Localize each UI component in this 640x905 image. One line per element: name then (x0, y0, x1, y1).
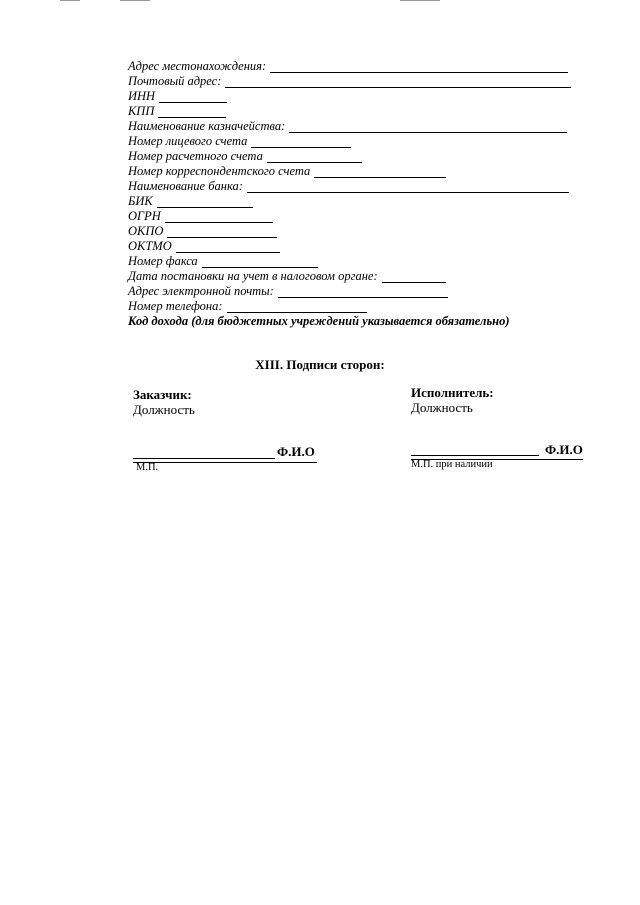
fill-line (382, 272, 446, 283)
field-inn (128, 89, 227, 103)
fill-line (314, 167, 446, 178)
field-label: Номер факса (128, 254, 198, 268)
field-ogrn (128, 209, 273, 223)
contractor-role: Исполнитель: (411, 385, 494, 400)
customer-role: Заказчик: (133, 387, 192, 402)
fill-line (247, 182, 569, 193)
field-label: Адрес местонахождения: (128, 59, 267, 73)
field-location-address (128, 59, 568, 73)
contractor-stamp: М.П. при наличии (411, 459, 493, 470)
fill-line (267, 152, 362, 163)
section-title: XIII. Подписи сторон: (255, 357, 385, 372)
fill-line (270, 62, 568, 73)
field-label: Код дохода (для бюджетных учреждений указывается обязательно) (128, 314, 510, 328)
field-label: ОКПО (128, 224, 164, 238)
field-label: Номер телефона: (128, 299, 223, 313)
field-label: ИНН (128, 89, 156, 103)
field-fax (128, 254, 318, 268)
customer-stamp: М.П. (136, 462, 159, 473)
field-treasury-name (128, 119, 567, 133)
fill-line (176, 242, 280, 253)
field-bank-name (128, 179, 569, 193)
customer-stamp-rule (133, 462, 317, 463)
field-email (128, 284, 448, 298)
customer-signature-line (133, 458, 275, 459)
field-label: ОКТМО (128, 239, 172, 253)
field-label: Адрес электронной почты: (128, 284, 274, 298)
field-label: Номер корреспондентского счета (128, 164, 311, 178)
field-label: Дата постановки на учет в налоговом органе: (128, 269, 378, 283)
field-label: Наименование казначейства: (128, 119, 286, 133)
fill-line (165, 212, 273, 223)
contractor-block (411, 385, 494, 415)
customer-fio: Ф.И.О (277, 444, 315, 459)
field-label: БИК (128, 194, 153, 208)
scan-edge-marks (0, 0, 640, 2)
field-label: Наименование банка: (128, 179, 243, 193)
field-okpo (128, 224, 277, 238)
fill-line (225, 77, 571, 88)
fill-line (202, 257, 318, 268)
fill-line (227, 302, 367, 313)
field-label: ОГРН (128, 209, 161, 223)
field-oktmo (128, 239, 280, 253)
field-kpp (128, 104, 226, 118)
customer-block (133, 387, 195, 417)
field-label: Номер расчетного счета (128, 149, 263, 163)
fill-line (157, 197, 253, 208)
field-correspondent-account (128, 164, 446, 178)
field-settlement-account (128, 149, 362, 163)
contractor-fio: Ф.И.О (545, 442, 583, 457)
fill-line (158, 107, 226, 118)
field-label: Номер лицевого счета (128, 134, 248, 148)
fill-line (167, 227, 277, 238)
customer-position: Должность (133, 402, 195, 417)
field-income-code (128, 314, 510, 328)
field-postal-address (128, 74, 571, 88)
field-label: КПП (128, 104, 155, 118)
contractor-signature-line (411, 455, 539, 456)
fill-line (289, 122, 567, 133)
field-tax-registration-date (128, 269, 446, 283)
fill-line (278, 287, 448, 298)
field-phone (128, 299, 367, 313)
contractor-position: Должность (411, 400, 473, 415)
field-bik (128, 194, 253, 208)
fill-line (159, 92, 227, 103)
field-label: Почтовый адрес: (128, 74, 222, 88)
field-personal-account (128, 134, 351, 148)
fill-line (251, 137, 351, 148)
